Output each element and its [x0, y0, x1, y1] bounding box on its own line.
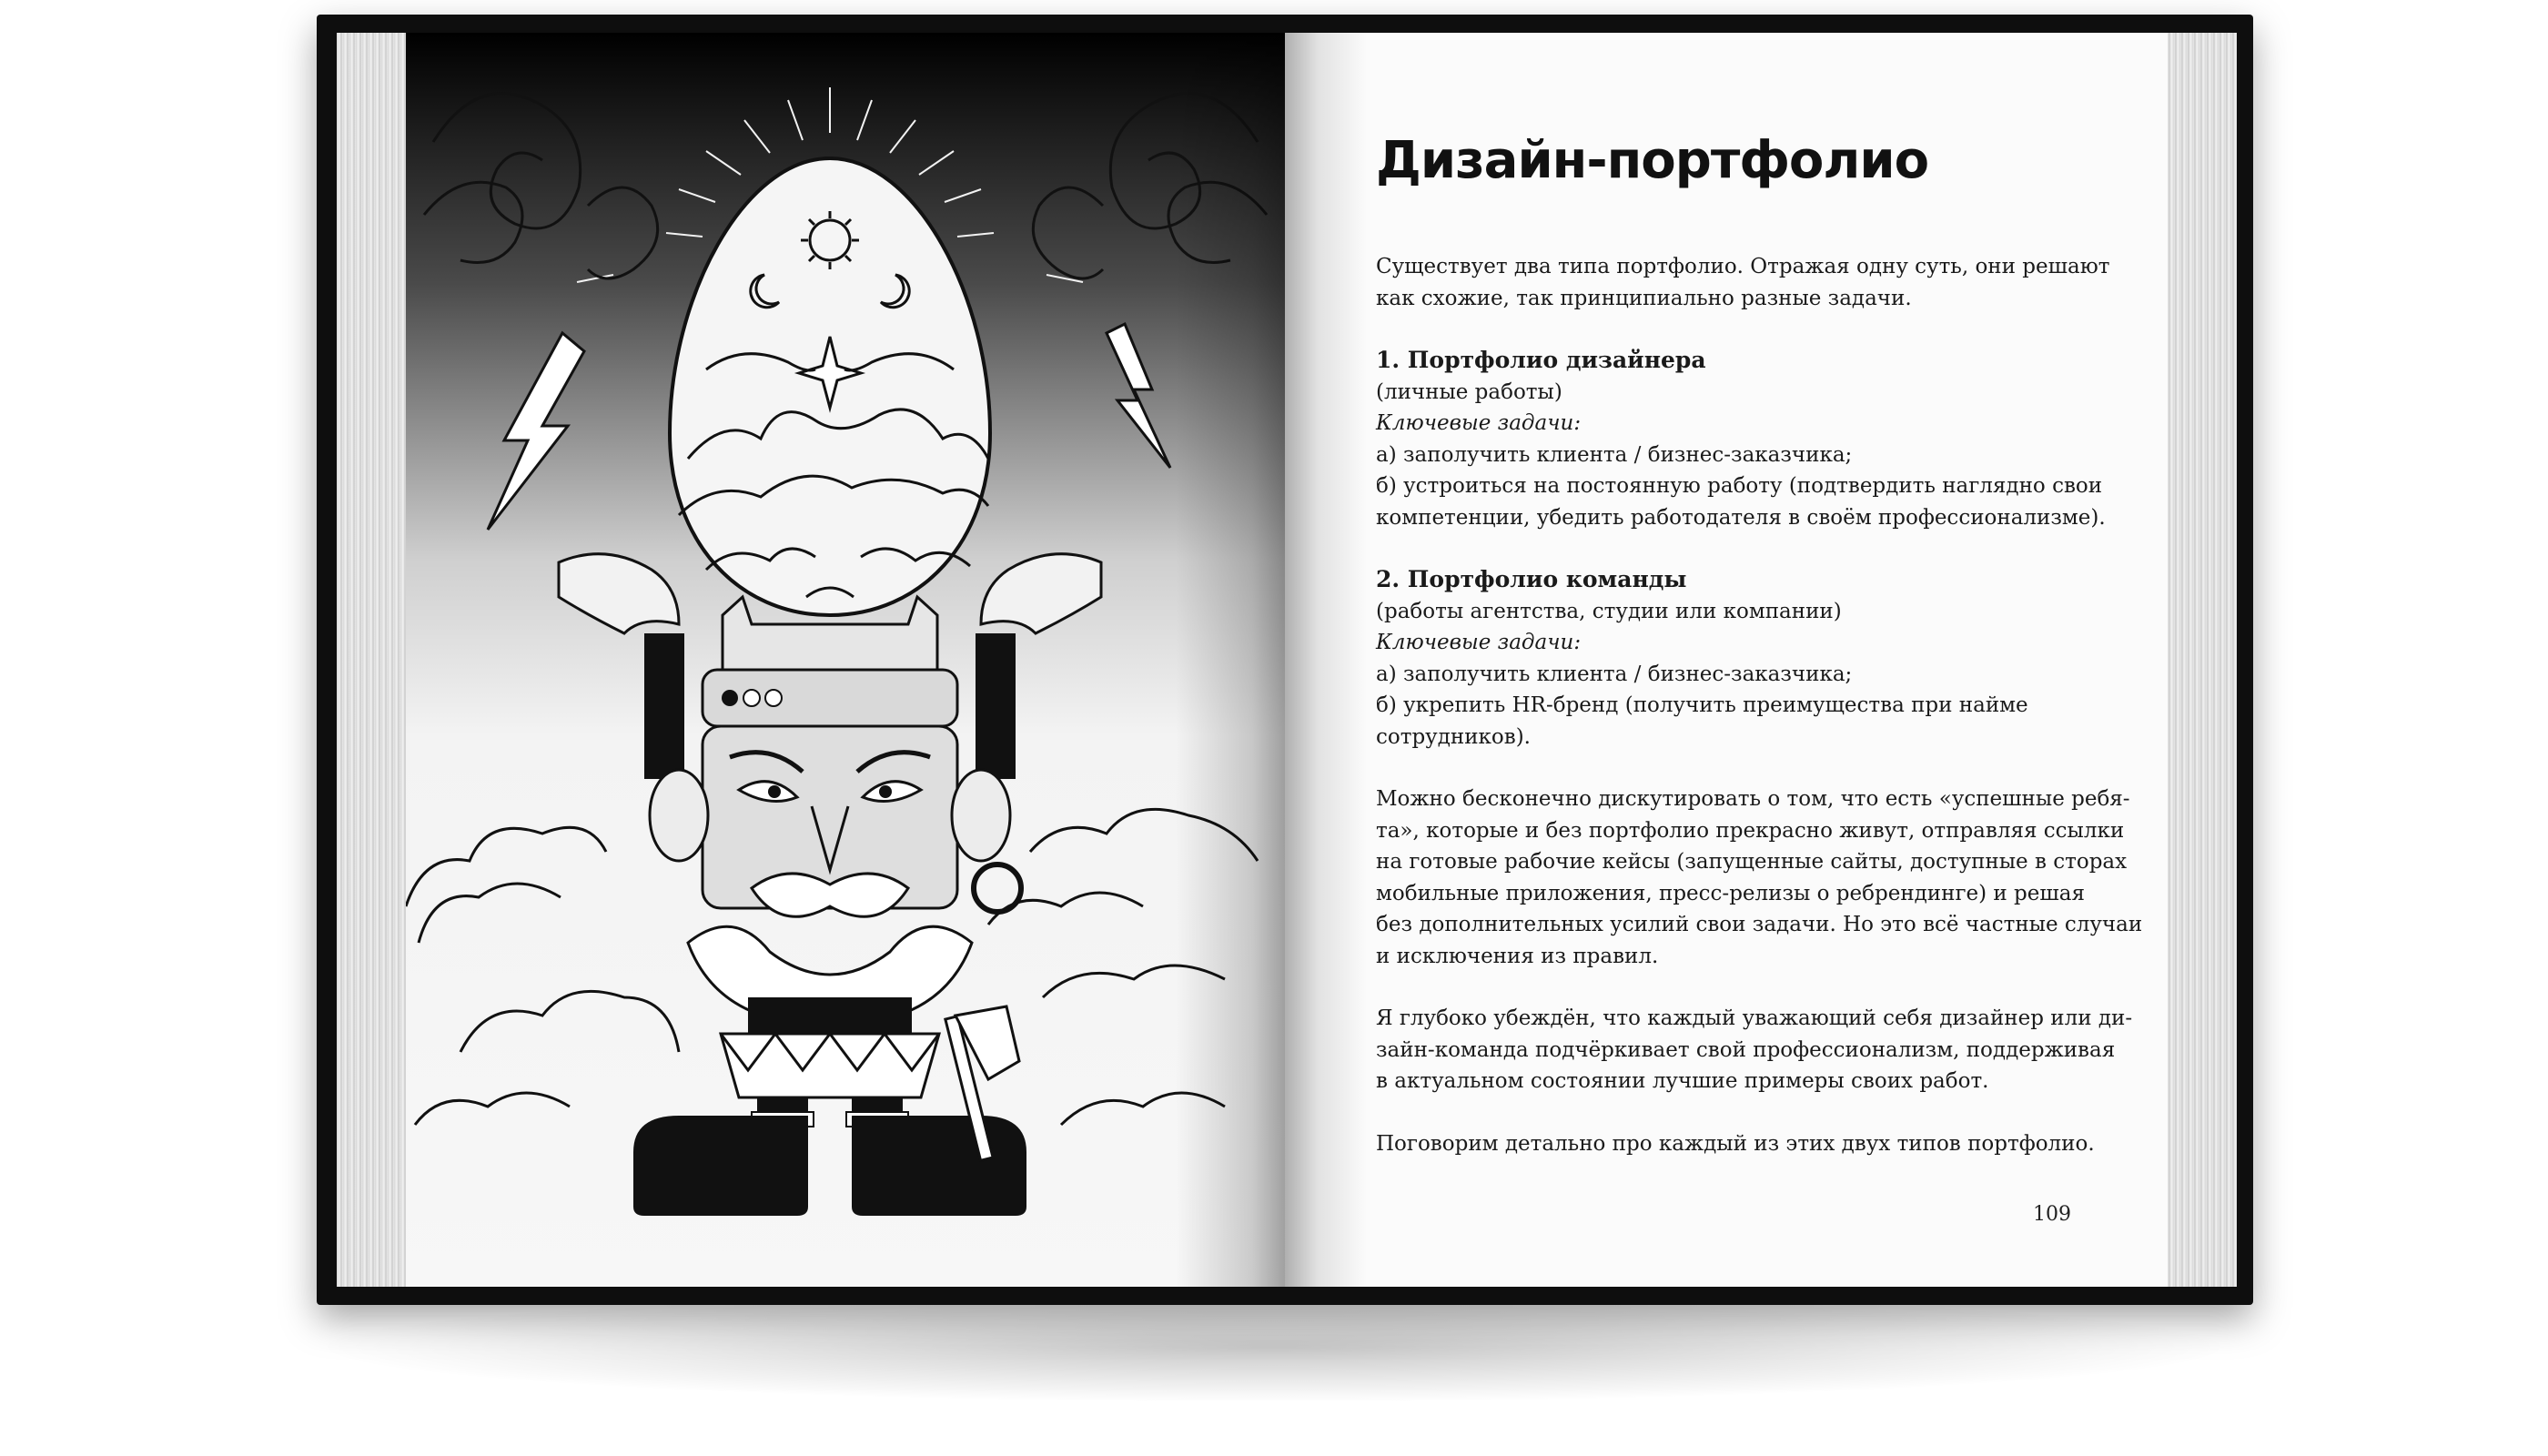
- text-line: в актуальном состоянии лучшие примеры своих работ.: [1376, 1069, 1989, 1093]
- text-line: Я глубоко убеждён, что каждый уважающий себя дизайнер или ди-: [1376, 1006, 2133, 1030]
- right-page-text: [1285, 33, 2168, 1287]
- illustration-svg: [406, 33, 1285, 1287]
- section-heading: 1. Портфолио дизайнера: [1376, 347, 1706, 373]
- section-heading: 2. Портфолио команды: [1376, 566, 1687, 592]
- paragraph-closing: [1376, 1128, 2095, 1160]
- task-item: сотрудников).: [1376, 724, 1531, 749]
- text-line: та», которые и без портфолио прекрасно живут, отправляя ссылки: [1376, 818, 2125, 843]
- section-designer: [1376, 345, 2106, 533]
- task-item: компетенции, убедить работодателя в своём профессионализме).: [1376, 505, 2106, 530]
- task-item: б) укрепить HR-бренд (получить преимущества при найме: [1376, 693, 2028, 717]
- page-edges-right: [2168, 33, 2237, 1287]
- text-line: без дополнительных усилий свои задачи. Но это всё частные случаи: [1376, 913, 2143, 936]
- lightning-icon: [1107, 324, 1170, 468]
- text-line: как схожие, так принципиально разные задачи.: [1376, 286, 1912, 310]
- text-line: и исключения из правил.: [1376, 944, 1659, 968]
- task-item: а) заполучить клиента / бизнес-заказчика;: [1376, 662, 1853, 686]
- paragraph-discussion: [1376, 784, 2143, 972]
- left-gutter-shadow: [1176, 33, 1285, 1287]
- section-team: [1376, 564, 2095, 753]
- body-text: [1376, 251, 2143, 1190]
- section-subtitle: (работы агентства, студии или компании): [1376, 599, 1842, 623]
- page-title: Дизайн-портфолио: [1376, 131, 1929, 190]
- left-arm: [644, 633, 684, 779]
- tasks-label: Ключевые задачи:: [1376, 411, 1582, 435]
- page-number: 109: [2033, 1203, 2071, 1226]
- intro-paragraph: [1376, 251, 2110, 314]
- text-line: Поговорим детально про каждый из этих двух типов портфолио.: [1376, 1131, 2095, 1156]
- right-gutter-shadow: [1285, 33, 1367, 1287]
- right-arm: [976, 633, 1016, 779]
- page-edges-left: [337, 33, 411, 1287]
- paragraph-conviction: [1376, 1003, 2133, 1097]
- task-item: а) заполучить клиента / бизнес-заказчика;: [1376, 442, 1853, 467]
- book-shadow: [328, 1292, 2220, 1401]
- text-line: на готовые рабочие кейсы (запущенные сайты, доступные в сторах: [1376, 850, 2128, 874]
- text-line: Существует два типа портфолио. Отражая одну суть, они решают: [1376, 255, 2110, 278]
- lightning-icon: [488, 333, 584, 530]
- egg-icon: [670, 158, 990, 615]
- section-subtitle: (личные работы): [1376, 379, 1562, 404]
- warrior-figure-icon: [633, 597, 1026, 1216]
- text-line: зайн-команда подчёркивает свой профессионализм, поддерживая: [1376, 1037, 2116, 1062]
- task-item: б) устроиться на постоянную работу (подтвердить наглядно свои: [1376, 474, 2103, 498]
- left-page-illustration: [406, 33, 1285, 1287]
- text-line: мобильные приложения, пресс-релизы о ребрендинге) и решая: [1376, 881, 2085, 905]
- tasks-label: Ключевые задачи:: [1376, 631, 1582, 654]
- text-line: Можно бесконечно дискутировать о том, что есть «успешные ребя-: [1376, 787, 2130, 811]
